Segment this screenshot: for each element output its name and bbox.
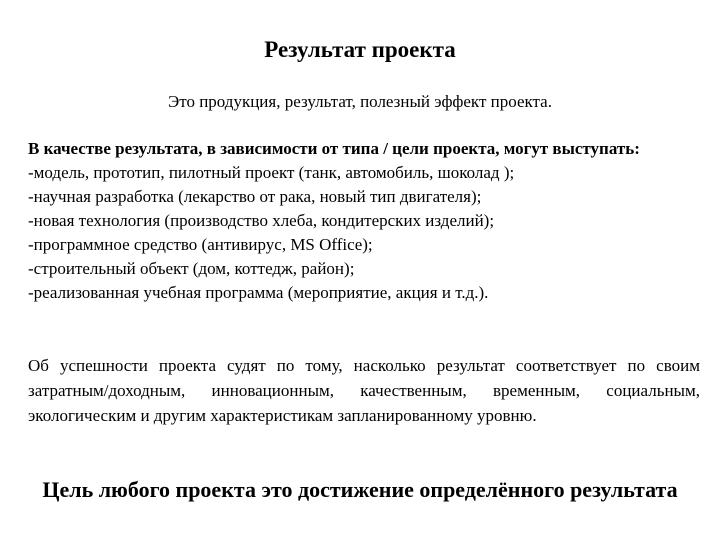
conclusion-heading: Цель любого проекта это достижение определённого результата: [42, 477, 678, 502]
success-paragraph: Об успешности проекта судят по тому, насколько результат соответствует по своим затратным/доходным, инновационным, качественным, временным, социальным, экологическим и другим характеристикам запланированному уровню.: [28, 356, 700, 425]
results-intro: В качестве результата, в зависимости от типа / цели проекта, могут выступать:: [28, 139, 640, 158]
list-item: -строительный объект (дом, коттедж, район);: [28, 259, 355, 278]
results-list: [28, 161, 700, 305]
list-item: -реализованная учебная программа (мероприятие, акция и т.д.).: [28, 283, 489, 302]
slide-subtitle: Это продукция, результат, полезный эффект проекта.: [168, 92, 552, 111]
list-item: -новая технология (производство хлеба, кондитерских изделий);: [28, 211, 495, 230]
list-item: -научная разработка (лекарство от рака, новый тип двигателя);: [28, 187, 482, 206]
list-item: -программное средство (антивирус, MS Office);: [28, 235, 373, 254]
slide-title: Результат проекта: [264, 37, 456, 62]
list-item: -модель, прототип, пилотный проект (танк, автомобиль, шоколад );: [28, 163, 515, 182]
results-section: [28, 137, 700, 305]
